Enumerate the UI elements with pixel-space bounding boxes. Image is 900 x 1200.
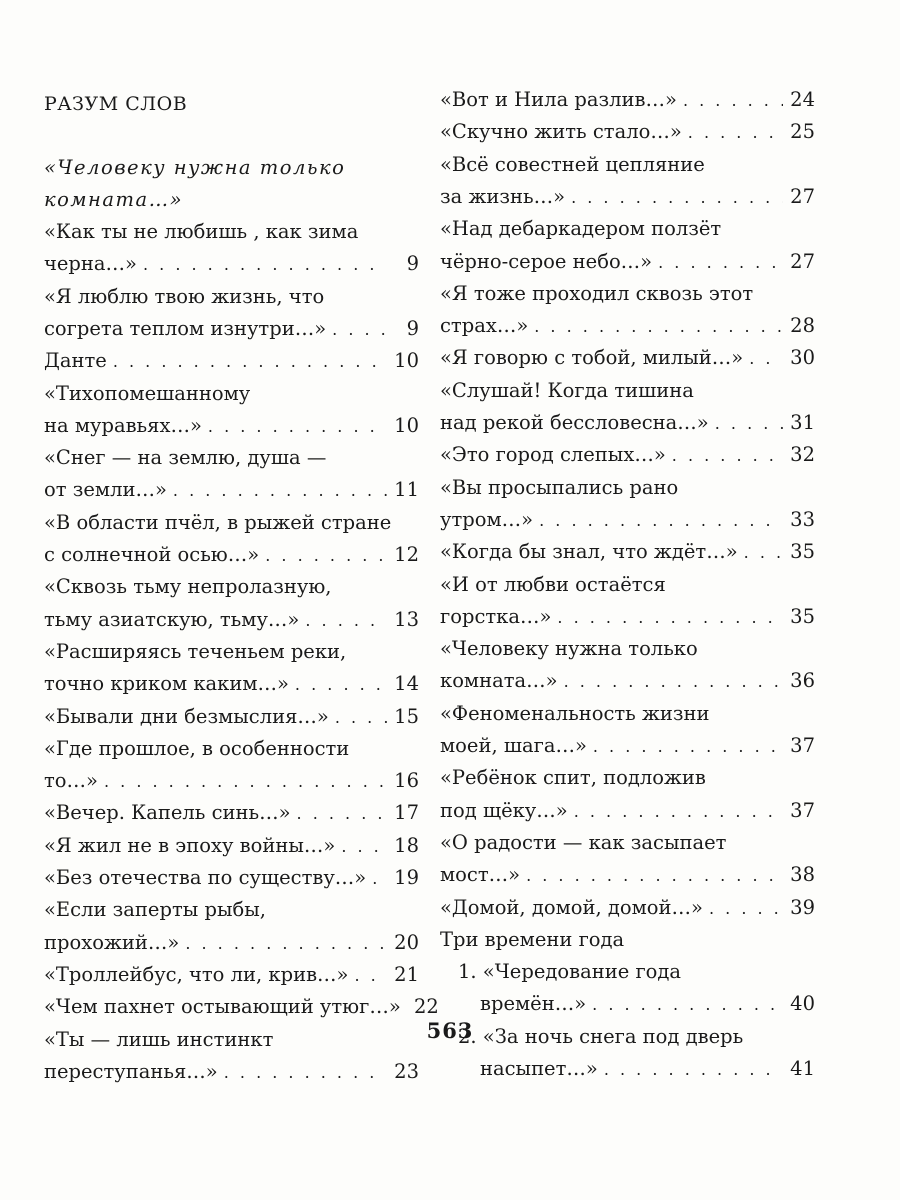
entry-title: прохожий…» <box>44 930 180 954</box>
toc-entry <box>440 310 815 342</box>
toc-entry-line <box>440 633 815 665</box>
entry-title: «Я жил не в эпоху войны…» <box>44 833 336 857</box>
entry-title: времён…» <box>480 992 587 1016</box>
entry-title: «И от любви остаётся <box>440 572 666 596</box>
leader-dots <box>744 537 783 569</box>
toc-entry-line <box>440 278 815 310</box>
toc-entry <box>44 410 419 442</box>
entry-title: под щёку…» <box>440 798 568 822</box>
entry-page-number: 14 <box>394 672 419 696</box>
leader-dots <box>372 863 387 895</box>
toc-entry <box>440 892 815 924</box>
epigraph-line: «Человеку нужна только <box>44 156 346 179</box>
leader-dots <box>113 346 387 378</box>
entry-page-number: 16 <box>394 769 419 793</box>
toc-entry <box>440 84 815 116</box>
entry-title: черна…» <box>44 252 137 276</box>
entry-page-number: 35 <box>790 540 815 564</box>
entry-page-number: 15 <box>394 704 419 728</box>
entry-title: то…» <box>44 769 98 793</box>
toc-entry <box>44 927 419 959</box>
leader-dots <box>354 960 387 992</box>
toc-entry <box>44 668 419 700</box>
section-title: РАЗУМ СЛОВ <box>44 93 188 115</box>
entry-page-number: 12 <box>394 543 419 566</box>
toc-entry-line <box>44 733 419 765</box>
entry-title: «Когда бы знал, что ждёт…» <box>440 540 738 564</box>
entry-title: моей, шага…» <box>440 734 587 757</box>
toc-entry <box>44 313 419 345</box>
leader-dots <box>143 249 387 281</box>
toc-entry <box>440 1053 815 1085</box>
leader-dots <box>564 666 783 698</box>
entry-page-number: 35 <box>790 604 815 628</box>
entry-page-number: 9 <box>406 252 419 276</box>
entry-title: «Человеку нужна только <box>440 637 698 661</box>
toc-entry-line <box>440 375 815 407</box>
entry-page-number: 18 <box>394 833 419 857</box>
entry-page-number: 27 <box>790 249 815 273</box>
entry-title: «Чем пахнет остывающий утюг…» <box>44 995 401 1019</box>
entry-title: «В области пчёл, в рыжей стране <box>44 510 392 534</box>
entry-title: тьму азиатскую, тьму…» <box>44 607 300 631</box>
toc-entry-line <box>440 698 815 730</box>
epigraph-line: комната…» <box>44 188 184 211</box>
toc-entry <box>440 116 815 148</box>
leader-dots <box>295 669 387 701</box>
entry-page-number: 37 <box>790 734 815 757</box>
leader-dots <box>104 766 387 798</box>
entry-title: «Где прошлое, в особенности <box>44 736 350 760</box>
entry-title: «Как ты не любишь , как зима <box>44 220 359 243</box>
toc-entry <box>440 795 815 827</box>
entry-title: чёрно-серое небо…» <box>440 249 653 273</box>
entry-title: «Домой, домой, домой…» <box>440 895 703 919</box>
toc-entry <box>440 601 815 633</box>
toc-entry <box>44 248 419 280</box>
toc-entry <box>440 439 815 471</box>
entry-title: «Слушай! Когда тишина <box>440 378 694 402</box>
entry-title: «Это город слепых…» <box>440 443 666 467</box>
entry-title: «Если заперты рыбы, <box>44 898 266 922</box>
entry-title: согрета теплом изнутри…» <box>44 316 327 340</box>
entry-title: «Феноменальность жизни <box>440 701 710 725</box>
toc-entry <box>44 539 419 571</box>
leader-dots <box>574 796 783 828</box>
toc-entry-line <box>440 213 815 245</box>
toc-entry-line <box>440 569 815 601</box>
entry-page-number: 22 <box>413 995 439 1019</box>
entry-title: «Тихопомешанному <box>44 381 251 405</box>
entry-title: на муравьях…» <box>44 413 202 437</box>
toc-entry <box>440 407 815 439</box>
page-number: 563 <box>426 1018 474 1043</box>
leader-dots <box>604 1054 783 1086</box>
leader-dots <box>526 860 783 892</box>
entry-title: «Я люблю твою жизнь, что <box>44 284 325 308</box>
entry-title: «Вы просыпались рано <box>440 475 679 499</box>
entry-title: «Сквозь тьму непролазную, <box>44 575 332 599</box>
leader-dots <box>297 798 387 830</box>
toc-entry <box>44 474 419 506</box>
entry-page-number: 33 <box>790 507 815 531</box>
leader-dots <box>534 311 783 343</box>
entry-title: с солнечной осью…» <box>44 543 260 566</box>
entry-title: «Я говорю с тобой, милый…» <box>440 346 744 370</box>
toc-entry <box>440 342 815 374</box>
entry-title: «Без отечества по существу…» <box>44 866 367 889</box>
entry-title: «Ребёнок спит, подложив <box>440 766 706 790</box>
toc-entry <box>440 504 815 536</box>
toc-entry <box>44 345 419 377</box>
toc-entry-line <box>44 571 419 603</box>
leader-dots <box>335 702 387 734</box>
entry-page-number: 39 <box>790 895 815 919</box>
entry-title: «Вечер. Капель синь…» <box>44 801 291 825</box>
leader-dots <box>672 440 783 472</box>
entry-title: мост…» <box>440 863 521 887</box>
entry-title: комната…» <box>440 669 558 693</box>
entry-title: «Над дебаркадером ползёт <box>440 217 722 241</box>
toc-entry <box>440 246 815 278</box>
entry-page-number: 17 <box>394 801 419 825</box>
entry-page-number: 32 <box>790 443 815 467</box>
toc-entry <box>440 730 815 762</box>
toc-entry <box>440 988 815 1020</box>
toc-entry-line <box>44 281 419 313</box>
leader-dots <box>658 247 783 279</box>
entry-page-number: 25 <box>790 120 815 144</box>
entry-title: от земли…» <box>44 478 167 502</box>
entry-page-number: 24 <box>790 88 815 111</box>
leader-dots <box>557 602 783 634</box>
leader-dots <box>709 893 783 925</box>
toc-entry-line <box>440 827 815 859</box>
leader-dots <box>571 182 783 214</box>
toc-entry-line <box>44 507 419 539</box>
entry-title: «Расширяясь теченьем реки, <box>44 639 347 663</box>
entry-title: за жизнь…» <box>440 184 566 208</box>
entry-page-number: 31 <box>790 411 815 434</box>
toc-entry-line <box>44 442 419 474</box>
leader-dots <box>173 475 387 507</box>
toc-entry-line <box>440 472 815 504</box>
entry-title: точно криком каким…» <box>44 672 289 696</box>
leader-dots <box>305 605 387 637</box>
entry-title: «Троллейбус, что ли, крив…» <box>44 962 349 986</box>
entry-title: 2. «За ночь снега под дверь <box>458 1024 744 1048</box>
leader-dots <box>208 411 387 443</box>
toc-entry <box>44 862 419 894</box>
leader-dots <box>265 540 387 572</box>
toc-entry <box>44 604 419 636</box>
entry-page-number: 36 <box>790 669 815 693</box>
leader-dots <box>749 343 783 375</box>
toc-entry <box>44 830 419 862</box>
toc-entry-line <box>440 149 815 181</box>
entry-page-number: 11 <box>394 478 419 502</box>
toc-entry-line <box>44 636 419 668</box>
entry-page-number: 19 <box>394 866 419 889</box>
entry-title: «Скучно жить стало…» <box>440 120 682 144</box>
toc-entry <box>44 797 419 829</box>
toc-entry <box>44 765 419 797</box>
group-title: Три времени года <box>440 927 625 951</box>
leader-dots <box>539 505 783 537</box>
entry-page-number: 10 <box>394 413 419 437</box>
entry-title: «Я тоже проходил сквозь этот <box>440 281 754 305</box>
entry-page-number: 41 <box>790 1057 815 1080</box>
leader-dots <box>185 928 387 960</box>
toc-entry <box>440 665 815 697</box>
leader-dots <box>593 731 783 763</box>
toc-entry-line <box>44 894 419 926</box>
entry-title: насыпет…» <box>480 1057 598 1080</box>
entry-title: переступанья…» <box>44 1059 218 1083</box>
toc-entry <box>440 181 815 213</box>
entry-title: над рекой бессловесна…» <box>440 411 709 434</box>
entry-title: «О радости — как засыпает <box>440 830 727 854</box>
leader-dots <box>592 989 783 1021</box>
leader-dots <box>332 314 387 346</box>
toc-entry-line <box>440 956 815 988</box>
toc-entry-line <box>44 216 419 248</box>
entry-title: страх…» <box>440 314 529 338</box>
leader-dots <box>715 408 783 440</box>
entry-page-number: 38 <box>790 863 815 887</box>
entry-title: «Снег — на землю, душа — <box>44 446 327 470</box>
entry-page-number: 37 <box>790 798 815 822</box>
toc-entry-line <box>440 762 815 794</box>
entry-page-number: 23 <box>394 1059 419 1083</box>
entry-page-number: 40 <box>790 992 815 1016</box>
entry-page-number: 30 <box>790 346 815 370</box>
leader-dots <box>341 831 387 863</box>
entry-page-number: 13 <box>394 607 419 631</box>
toc-entry <box>44 959 419 991</box>
toc-entry <box>440 859 815 891</box>
toc-entry <box>44 1056 419 1088</box>
toc-entry <box>440 536 815 568</box>
leader-dots <box>224 1057 387 1089</box>
entry-title: Данте <box>44 349 107 373</box>
entry-page-number: 10 <box>394 349 419 373</box>
entry-title: «Вот и Нила разлив…» <box>440 88 677 111</box>
toc-entry-line <box>44 378 419 410</box>
entry-title: «Бывали дни безмыслия…» <box>44 704 329 728</box>
entry-page-number: 28 <box>790 314 815 338</box>
entry-title: 1. «Чередование года <box>458 960 682 984</box>
entry-page-number: 27 <box>790 184 815 208</box>
entry-title: утром…» <box>440 507 534 531</box>
leader-dots <box>683 85 783 117</box>
entry-title: «Всё совестней цепляние <box>440 152 705 176</box>
entry-title: «Ты — лишь инстинкт <box>44 1027 274 1051</box>
leader-dots <box>688 117 783 149</box>
entry-title: горстка…» <box>440 604 552 628</box>
toc-entry <box>44 701 419 733</box>
entry-page-number: 20 <box>394 930 419 954</box>
entry-page-number: 21 <box>394 962 419 986</box>
entry-page-number: 9 <box>406 316 419 340</box>
